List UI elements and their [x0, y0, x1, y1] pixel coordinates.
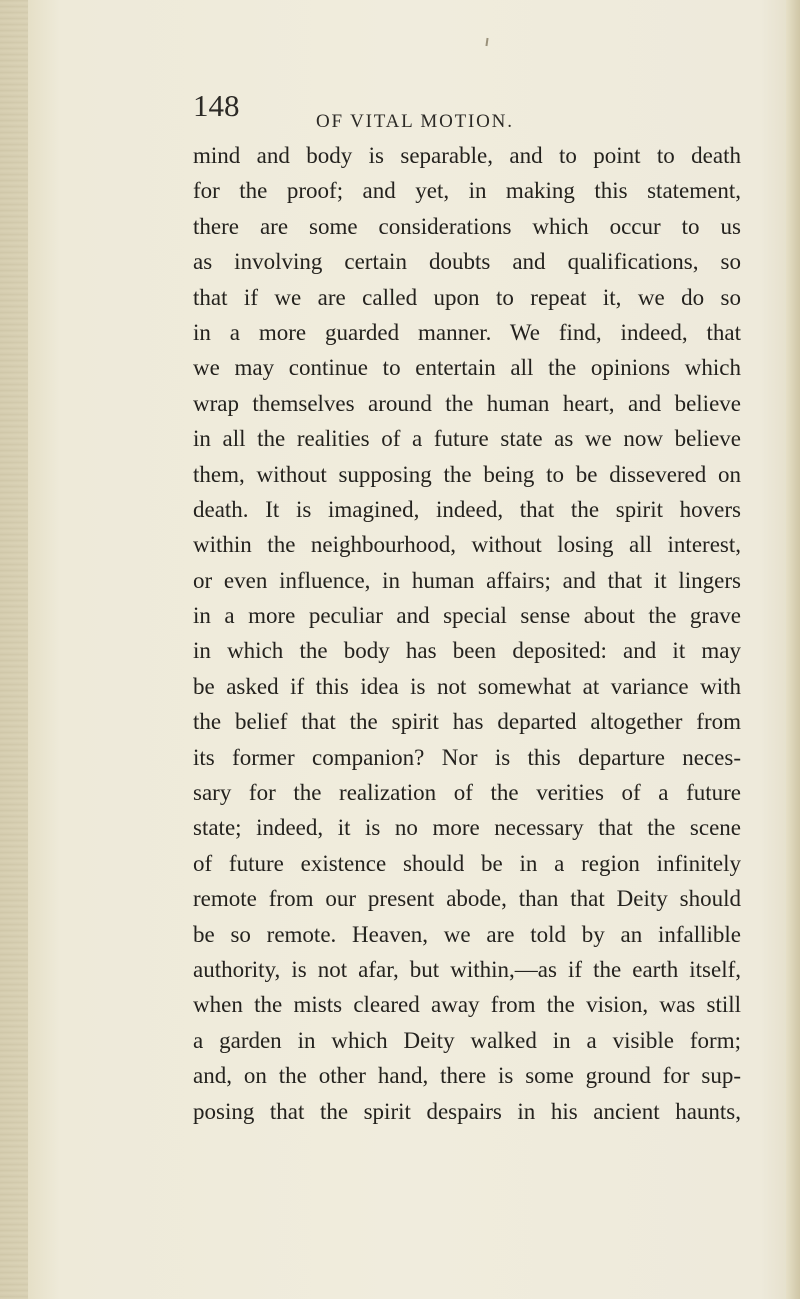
text-line: its former companion? Nor is this departure neces-	[193, 744, 741, 770]
page-number: 148	[193, 88, 240, 123]
ink-mark	[485, 38, 488, 46]
text-line: mind and body is separable, and to point to death	[193, 143, 741, 168]
text-line: them, without supposing the being to be dissevered on	[193, 461, 741, 487]
text-line: authority, is not afar, but within,—as if the earth itself,	[193, 956, 741, 982]
running-head: OF VITAL MOTION.	[316, 111, 514, 132]
text-line: sary for the realization of the verities of a future	[193, 780, 741, 806]
text-line: for the proof; and yet, in making this statement,	[193, 178, 741, 204]
text-line: as involving certain doubts and qualifications, so	[193, 249, 741, 275]
text-line: of future existence should be in a region infinitely	[193, 850, 741, 876]
text-line: in a more guarded manner. We find, indeed, that	[193, 319, 741, 345]
text-line: and, on the other hand, there is some ground for sup-	[193, 1063, 741, 1089]
text-line: there are some considerations which occur to us	[193, 213, 741, 239]
text-line: wrap themselves around the human heart, and believe	[193, 390, 741, 416]
text-line: posing that the spirit despairs in his ancient haunts,	[193, 1098, 741, 1124]
page-right-edge	[786, 0, 800, 1299]
text-line: within the neighbourhood, without losing all interest,	[193, 532, 741, 558]
text-line: the belief that the spirit has departed altogether from	[193, 709, 741, 735]
text-line: death. It is imagined, indeed, that the spirit hovers	[193, 496, 741, 522]
text-line: we may continue to entertain all the opinions which	[193, 355, 741, 381]
text-line: state; indeed, it is no more necessary that the scene	[193, 815, 741, 841]
text-line: in a more peculiar and special sense about the grave	[193, 603, 741, 629]
text-line: in which the body has been deposited: and it may	[193, 638, 741, 664]
text-line: that if we are called upon to repeat it, we do so	[193, 284, 741, 310]
body-text	[193, 138, 741, 1129]
text-line: remote from our present abode, than that Deity should	[193, 886, 741, 912]
page-gutter-edge	[0, 0, 28, 1299]
text-line: in all the realities of a future state as we now believe	[193, 426, 741, 452]
text-line: be asked if this idea is not somewhat at variance with	[193, 673, 741, 699]
text-line: a garden in which Deity walked in a visible form;	[193, 1027, 741, 1053]
text-line: be so remote. Heaven, we are told by an infallible	[193, 921, 741, 947]
text-line: or even influence, in human affairs; and that it lingers	[193, 567, 741, 593]
text-line: when the mists cleared away from the vision, was still	[193, 992, 741, 1018]
